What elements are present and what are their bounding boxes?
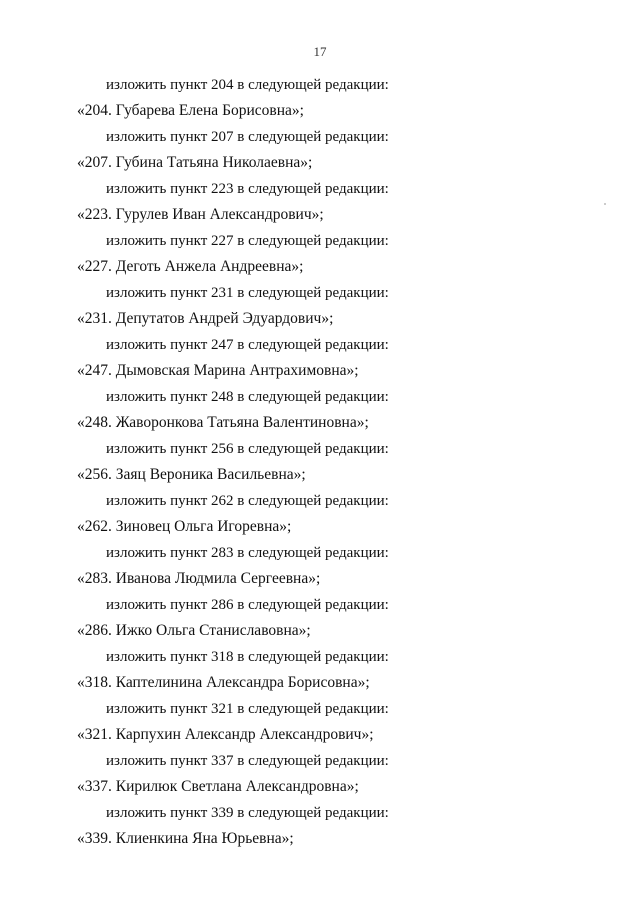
amendment-instruction: изложить пункт 204 в следующей редакции: [106,77,389,93]
amendment-entry: «321. Карпухин Александр Александрович»; [77,726,374,743]
amendment-instruction: изложить пункт 223 в следующей редакции: [106,181,389,197]
amendment-instruction: изложить пункт 339 в следующей редакции: [106,805,389,821]
amendment-instruction: изложить пункт 207 в следующей редакции: [106,129,389,145]
amendment-instruction: изложить пункт 231 в следующей редакции: [106,285,389,301]
amendment-entry: «247. Дымовская Марина Антрахимовна»; [77,362,359,379]
amendment-instruction: изложить пункт 318 в следующей редакции: [106,649,389,665]
amendment-instruction: изложить пункт 321 в следующей редакции: [106,701,389,717]
amendment-instruction: изложить пункт 337 в следующей редакции: [106,753,389,769]
amendment-entry: «262. Зиновец Ольга Игоревна»; [77,518,292,535]
amendment-instruction: изложить пункт 248 в следующей редакции: [106,389,389,405]
amendment-instruction: изложить пункт 262 в следующей редакции: [106,493,389,509]
amendment-instruction: изложить пункт 283 в следующей редакции: [106,545,389,561]
amendment-entry: «256. Заяц Вероника Васильевна»; [77,466,306,483]
amendment-entry: «231. Депутатов Андрей Эдуардович»; [77,310,334,327]
amendment-entry: «223. Гурулев Иван Александрович»; [77,206,324,223]
amendment-entry: «339. Клиенкина Яна Юрьевна»; [77,830,294,847]
amendment-list [0,72,640,852]
amendment-entry: «286. Ижко Ольга Станиславовна»; [77,622,311,639]
amendment-entry: «337. Кирилюк Светлана Александровна»; [77,778,359,795]
amendment-instruction: изложить пункт 247 в следующей редакции: [106,337,389,353]
amendment-entry: «248. Жаворонкова Татьяна Валентиновна»; [77,414,369,431]
amendment-instruction: изложить пункт 256 в следующей редакции: [106,441,389,457]
amendment-instruction: изложить пункт 227 в следующей редакции: [106,233,389,249]
amendment-entry: «318. Каптелинина Александра Борисовна»; [77,674,370,691]
amendment-entry: «283. Иванова Людмила Сергеевна»; [77,570,321,587]
page-number: 17 [313,44,327,59]
amendment-entry: «207. Губина Татьяна Николаевна»; [77,154,313,171]
amendment-entry: «227. Деготь Анжела Андреевна»; [77,258,304,275]
amendment-entry: «204. Губарева Елена Борисовна»; [77,102,304,119]
amendment-instruction: изложить пункт 286 в следующей редакции: [106,597,389,613]
